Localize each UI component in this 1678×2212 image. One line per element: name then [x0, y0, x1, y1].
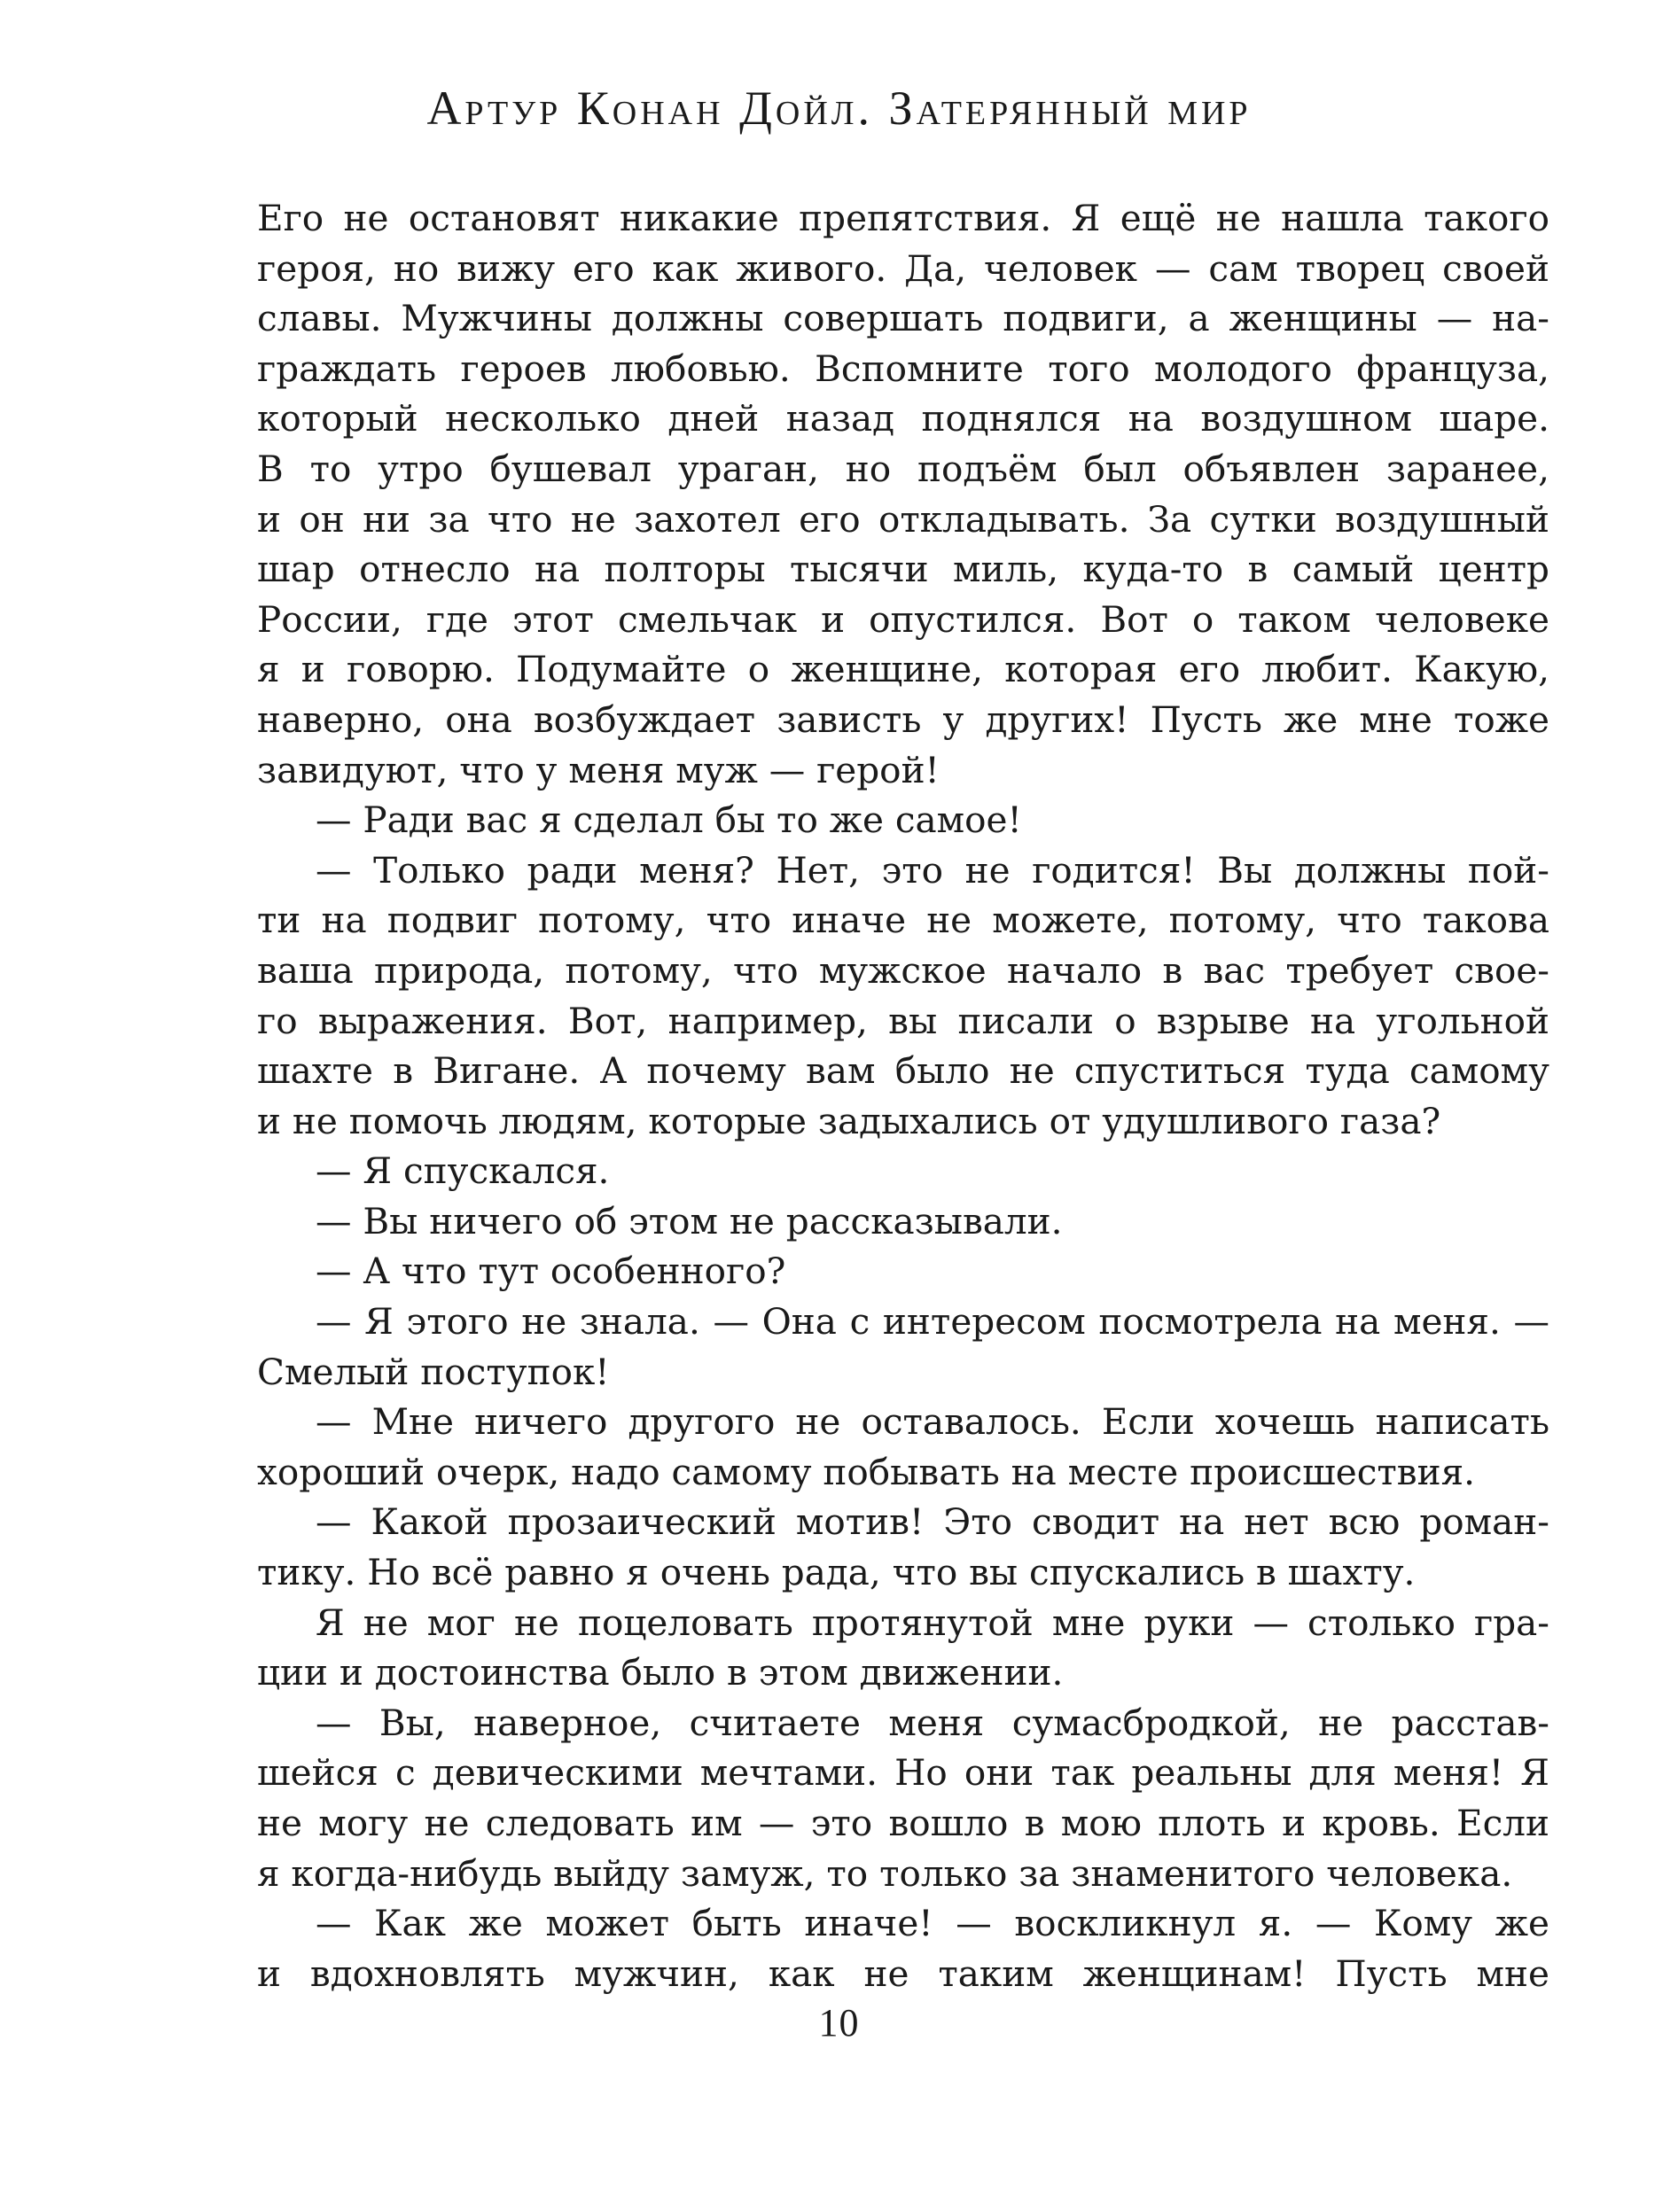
text-line: который несколько дней назад поднялся на воздушном шаре.: [257, 397, 1549, 440]
text-line: В то утро бушевал ураган, но подъём был объявлен заранее,: [257, 447, 1549, 490]
text-line: го выражения. Вот, например, вы писали о взрыве на угольной: [257, 999, 1549, 1042]
text-line: и не помочь людям, которые задыхались от удушливого газа?: [257, 1099, 1441, 1142]
text-line: славы. Мужчины должны совершать подвиги, а женщины — на-: [257, 297, 1549, 340]
text-line: России, где этот смельчак и опустился. Вот о таком человеке: [257, 597, 1549, 641]
text-line: завидуют, что у меня муж — герой!: [257, 748, 940, 791]
text-line: граждать героев любовью. Вспомните того молодого француза,: [257, 347, 1549, 390]
text-line: не могу не следовать им — это вошло в мою плоть и кровь. Если: [257, 1802, 1549, 1844]
text-line: тику. Но всё равно я очень рада, что вы спускались в шахту.: [257, 1551, 1416, 1594]
text-line: наверно, она возбуждает зависть у других! Пусть же мне тоже: [257, 697, 1549, 741]
text-line: — Вы ничего об этом не рассказывали.: [316, 1199, 1063, 1242]
text-line: и он ни за что не захотел его откладывать. За сутки воздушный: [257, 497, 1549, 541]
text-line: Его не остановят никакие препятствия. Я ещё не нашла такого: [257, 197, 1549, 239]
text-line: — Мне ничего другого не оставалось. Если хочешь написать: [316, 1400, 1549, 1444]
text-line: ции и достоинства было в этом движении.: [257, 1651, 1064, 1694]
running-title: Артур Конан Дойл. Затерянный мир: [426, 82, 1252, 135]
text-line: — Я спускался.: [316, 1149, 610, 1193]
text-line: шахте в Вигане. А почему вам было не спуститься туда самому: [257, 1049, 1549, 1093]
text-line: — Вы, наверное, считаете меня сумасбродкой, не расстав-: [316, 1701, 1549, 1744]
text-line: — Какой прозаический мотив! Это сводит на нет всю роман-: [316, 1500, 1549, 1544]
text-line: — А что тут особенного?: [316, 1250, 786, 1293]
text-line: Я не мог не поцеловать протянутой мне руки — столько гра-: [316, 1601, 1549, 1644]
text-line: ти на подвиг потому, что иначе не можете, потому, что такова: [257, 899, 1549, 942]
text-line: — Как же может быть иначе! — воскликнул я. — Кому же: [316, 1902, 1549, 1945]
text-line: хороший очерк, надо самому побывать на месте происшествия.: [257, 1450, 1475, 1493]
text-line: героя, но вижу его как живого. Да, человек — сам творец своей: [257, 246, 1549, 290]
text-line: — Ради вас я сделал бы то же самое!: [316, 798, 1022, 842]
text-line: и вдохновлять мужчин, как не таким женщинам! Пусть мне: [257, 1951, 1549, 1995]
text-line: — Только ради меня? Нет, это не годится! Вы должны пой-: [316, 848, 1549, 892]
text-line: я когда-нибудь выйду замуж, то только за знаменитого человека.: [257, 1851, 1513, 1895]
text-line: — Я этого не знала. — Она с интересом посмотрела на меня. —: [316, 1300, 1549, 1344]
page-number: 10: [818, 2001, 860, 2045]
text-line: Смелый поступок!: [257, 1350, 610, 1393]
text-line: шейся с девическими мечтами. Но они так реальны для меня! Я: [257, 1751, 1549, 1795]
text-line: ваша природа, потому, что мужское начало в вас требует свое-: [257, 948, 1549, 992]
text-line: я и говорю. Подумайте о женщине, которая его любит. Какую,: [257, 648, 1549, 691]
body-text: [257, 193, 1549, 1998]
text-line: шар отнесло на полторы тысячи миль, куда-то в самый центр: [257, 548, 1549, 591]
